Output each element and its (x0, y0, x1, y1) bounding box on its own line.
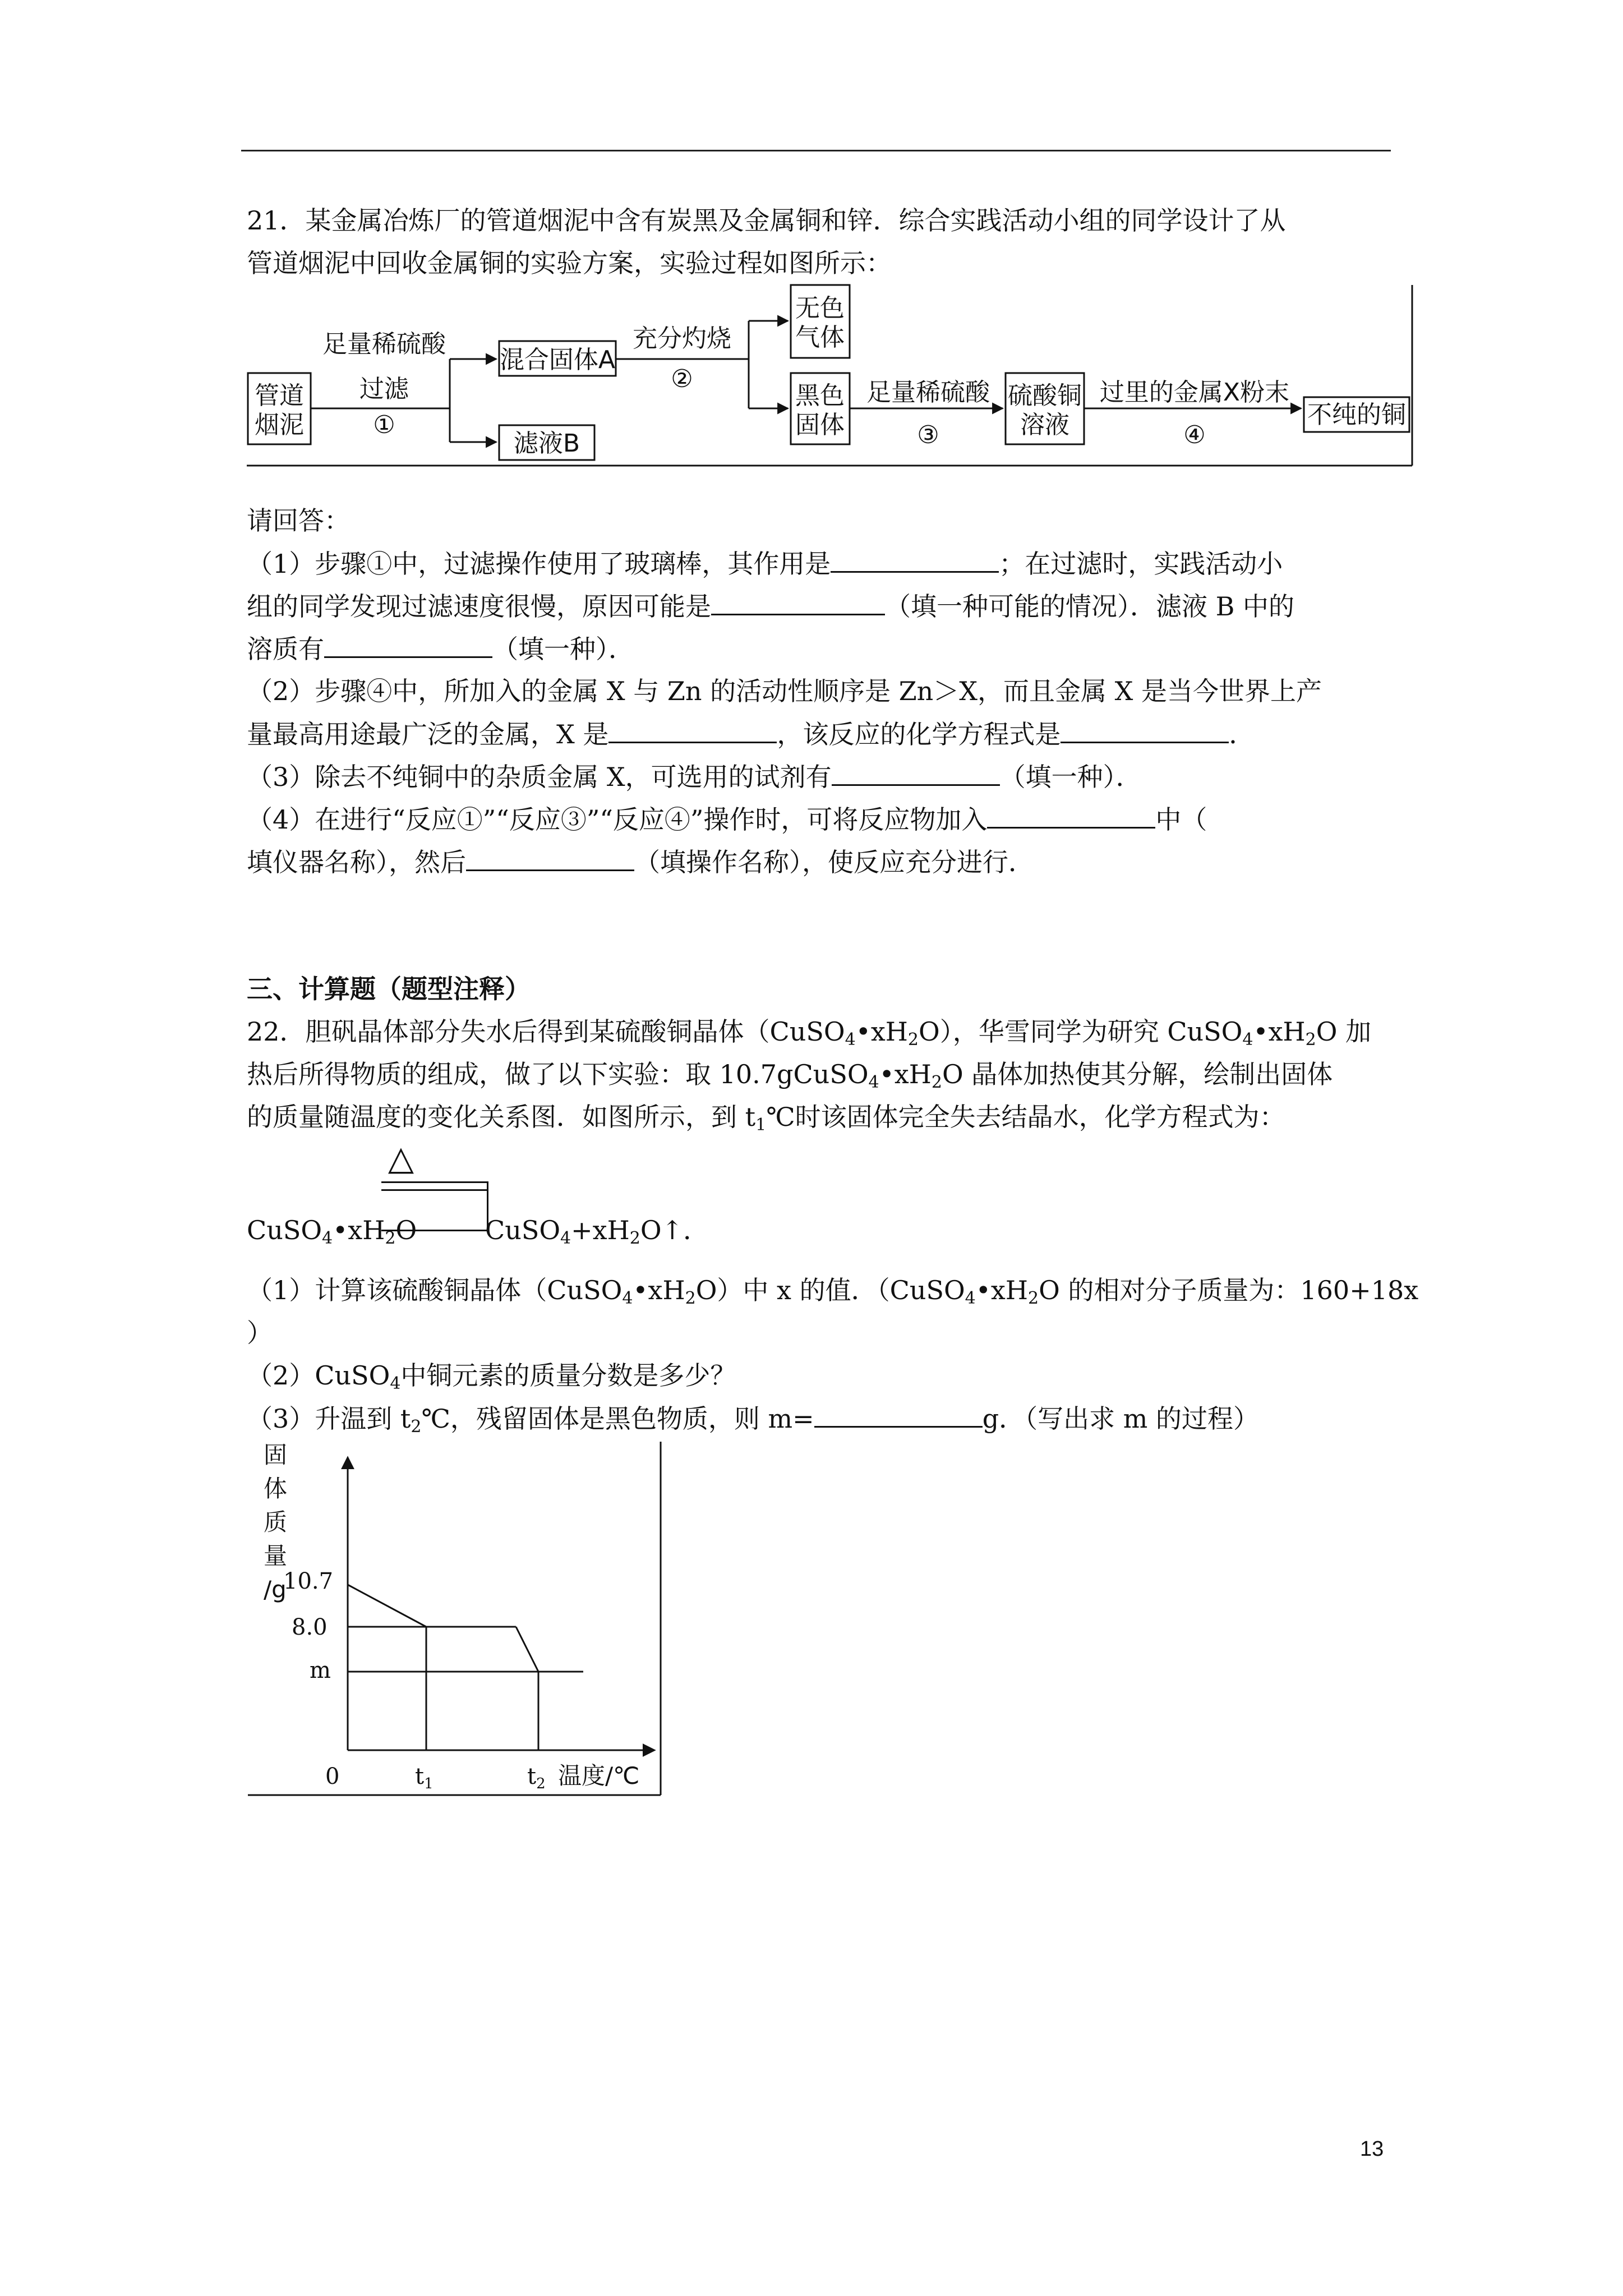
xtick-origin: 0 (325, 1764, 340, 1789)
equation-heat-symbol: △ (388, 1139, 414, 1178)
flow-start-line1: 管道 (255, 381, 304, 410)
flow-step3-reagent: 足量稀硫酸 (866, 378, 990, 407)
q21-part1-text-e: 溶质有 (247, 634, 324, 664)
eq-right-c: O↑． (640, 1215, 709, 1245)
q21-intro-line1: 21．某金属冶炼厂的管道烟泥中含有炭黑及金属铜和锌．综合实践活动小组的同学设计了从 (247, 205, 1286, 236)
flow-gas-line1: 无色 (795, 294, 845, 323)
flow-step1-reagent: 足量稀硫酸 (322, 330, 446, 358)
xtick-t1-sub: 1 (424, 1775, 434, 1792)
sub: 4 (322, 1228, 333, 1248)
q22-part1-b: •xH (633, 1275, 685, 1305)
flow-step2-operation: 充分灼烧 (633, 324, 731, 353)
xtick-t1-main: t (415, 1764, 425, 1789)
flow-gas-line2: 气体 (795, 323, 845, 352)
q22-part3-c: g．（写出求 m 的过程） (982, 1404, 1260, 1434)
flow-step4-reagent: 过里的金属X粉末 (1099, 378, 1290, 407)
q21-part2-text-c: ，该反应的化学方程式是 (777, 719, 1061, 749)
eq-left-a: CuSO (247, 1215, 322, 1245)
q22-line1-a: 22．胆矾晶体部分失水后得到某硫酸铜晶体（CuSO (247, 1016, 845, 1047)
q22-part1-c: O）中 x 的值．（CuSO (695, 1275, 965, 1305)
ylabel-char-2: 体 (264, 1475, 288, 1502)
flow-step2-number: ② (671, 365, 693, 393)
q21-intro-line2: 管道烟泥中回收金属铜的实验方案，实验过程如图所示： (247, 248, 892, 278)
sub: 2 (931, 1073, 942, 1092)
q22-line1-d: •xH (1253, 1016, 1306, 1047)
eq-left-b: •xH (333, 1215, 385, 1245)
answer-blank-glass-rod-purpose[interactable] (831, 542, 999, 573)
q22-part1-d: •xH (975, 1275, 1028, 1305)
xlabel: 温度/℃ (558, 1762, 640, 1789)
q22-part2-a: （2）CuSO (247, 1360, 390, 1391)
q21-part1-text-b: ；在过滤时，实践活动小 (999, 549, 1283, 579)
flow-impure-copper: 不纯的铜 (1307, 401, 1406, 429)
eq-left-c: O (395, 1215, 417, 1245)
sub: 2 (629, 1228, 640, 1248)
q22-line1 (247, 1010, 1371, 1053)
q21-part2-line2 (247, 712, 1255, 756)
ylabel-char-1: 固 (264, 1441, 288, 1469)
q21-part3-text-a: （3）除去不纯铜中的杂质金属 X，可选用的试剂有 (247, 762, 832, 792)
flow-step1-operation: 过滤 (359, 375, 409, 403)
sub: 4 (845, 1030, 856, 1050)
series-mass (348, 1585, 538, 1672)
q22-line3-a: 的质量随温度的变化关系图．如图所示，到 t (247, 1102, 756, 1132)
flow-step1-number: ① (373, 411, 395, 439)
q21-part1-line1 (247, 542, 1283, 585)
q22-line1-b: •xH (855, 1016, 908, 1047)
q22-line2-c: O 晶体加热使其分解，绘制出固体 (942, 1059, 1333, 1089)
q21-ask: 请回答： (247, 505, 350, 536)
q22-line2-b: •xH (879, 1059, 932, 1089)
sub: 4 (390, 1374, 401, 1393)
answer-blank-instrument[interactable] (987, 798, 1155, 829)
answer-blank-filtrate-solute[interactable] (324, 627, 492, 658)
q21-part3-line1 (247, 755, 1142, 798)
eq-right-b: +xH (571, 1215, 630, 1245)
ytick-m: m (310, 1658, 331, 1683)
flow-cuso4-line2: 溶液 (1020, 411, 1069, 439)
section3-title: 三、计算题（题型注释） (247, 974, 531, 1004)
mass-temperature-chart (241, 1436, 679, 1801)
q22-part1-a: （1）计算该硫酸铜晶体（CuSO (247, 1275, 623, 1305)
sub: 4 (622, 1289, 633, 1308)
sub: 2 (907, 1030, 919, 1050)
q21-part1-text-f: （填一种）． (492, 634, 634, 664)
flow-mixed-solid-a: 混合固体A (499, 346, 616, 374)
q22-part1-line2: ） (247, 1318, 273, 1348)
flow-cuso4-line1: 硫酸铜 (1008, 381, 1082, 410)
q21-part1-text-c: 组的同学发现过滤速度很慢，原因可能是 (247, 591, 711, 622)
q22-part2 (247, 1354, 736, 1397)
q21-part4-text-a: （4）在进行“反应①”“反应③”“反应④”操作时，可将反应物加入 (247, 804, 988, 835)
flow-start-line2: 烟泥 (255, 411, 304, 439)
sub: 4 (1242, 1030, 1253, 1050)
answer-blank-slow-filtration[interactable] (711, 585, 885, 615)
header-rule (241, 150, 1391, 151)
flow-black-solid-line2: 固体 (795, 411, 845, 439)
ylabel-char-3: 质 (264, 1508, 288, 1536)
series-segment-1 (348, 1585, 426, 1627)
q21-part4-text-d: （填操作名称），使反应充分进行． (634, 847, 1034, 877)
q21-part4-line1 (247, 798, 1207, 841)
q21-flow-diagram (241, 280, 1419, 471)
answer-blank-equation[interactable] (1061, 712, 1229, 743)
q22-line2-a: 热后所得物质的组成，做了以下实验：取 10.7gCuSO (247, 1059, 869, 1089)
sub: 2 (1305, 1030, 1316, 1050)
q21-part1-line3 (247, 627, 634, 670)
answer-blank-metal-x[interactable] (608, 712, 777, 743)
q22-line1-c: O），华雪同学为研究 CuSO (918, 1016, 1243, 1047)
q22-part2-b: 中铜元素的质量分数是多少？ (400, 1360, 736, 1391)
q21-part4-text-b: 中（ (1155, 804, 1207, 835)
ylabel-char-5: /g (264, 1576, 287, 1603)
q21-part2-line1: （2）步骤④中，所加入的金属 X 与 Zn 的活动性顺序是 Zn＞X，而且金属 X 是当今世界上产 (247, 676, 1322, 706)
q22-part1-e: O 的相对分子质量为：160+18x (1039, 1275, 1419, 1305)
page-number: 13 (1360, 2137, 1384, 2161)
ytick-8-0: 8.0 (292, 1614, 328, 1640)
q22-part3-b: ℃，残留固体是黑色物质，则 m= (421, 1404, 814, 1434)
q21-part3-text-b: （填一种）． (999, 762, 1142, 792)
q22-part3-a: （3）升温到 t (247, 1404, 411, 1434)
q21-part4-text-c: 填仪器名称），然后 (247, 847, 466, 877)
q22-line1-e: O 加 (1316, 1016, 1372, 1047)
q22-part3 (247, 1397, 1259, 1440)
xtick-t2 (527, 1764, 546, 1792)
sub: 4 (868, 1073, 879, 1092)
flow-step3-number: ③ (917, 421, 939, 449)
sub: 4 (560, 1228, 571, 1248)
flow-black-solid-line1: 黑色 (795, 381, 845, 410)
xtick-t1 (415, 1764, 434, 1792)
answer-blank-reagent[interactable] (832, 755, 1000, 786)
sub: 4 (965, 1289, 976, 1308)
flow-step4-number: ④ (1183, 421, 1206, 449)
q21-part1-text-a: （1）步骤①中，过滤操作使用了玻璃棒，其作用是 (247, 549, 831, 579)
equation-line-top (381, 1181, 488, 1183)
equation-right (485, 1209, 709, 1251)
q21-part1-line2 (247, 585, 1294, 628)
ylabel-char-4: 量 (264, 1542, 288, 1570)
sub: 2 (385, 1228, 396, 1248)
xtick-t2-main: t (527, 1764, 537, 1789)
equation-left (247, 1209, 417, 1251)
sub: 1 (755, 1115, 767, 1135)
answer-blank-operation[interactable] (466, 840, 634, 871)
q21-part4-line2 (247, 840, 1034, 884)
sub: 2 (411, 1417, 422, 1437)
q22-line3 (247, 1096, 1285, 1138)
series-segment-3 (516, 1627, 538, 1672)
ytick-10-7: 10.7 (283, 1568, 334, 1594)
q22-line3-b: ℃时该固体完全失去结晶水，化学方程式为： (766, 1102, 1285, 1132)
q21-part2-text-d: ． (1229, 719, 1255, 749)
xtick-t2-sub: 2 (536, 1775, 546, 1792)
q21-part2-text-b: 量最高用途最广泛的金属，X 是 (247, 719, 609, 749)
sub: 2 (685, 1289, 696, 1308)
q22-part1-line1 (247, 1269, 1418, 1312)
q22-equation (247, 1139, 808, 1248)
q22-line2 (247, 1053, 1332, 1096)
equation-line-bottom (381, 1189, 488, 1191)
sub: 2 (1027, 1289, 1039, 1308)
eq-right-a: CuSO (485, 1215, 561, 1245)
flow-filtrate-b: 滤液B (513, 429, 580, 458)
q21-part1-text-d: （填一种可能的情况）．滤液 B 中的 (885, 591, 1295, 622)
answer-blank-m-value[interactable] (814, 1397, 983, 1428)
